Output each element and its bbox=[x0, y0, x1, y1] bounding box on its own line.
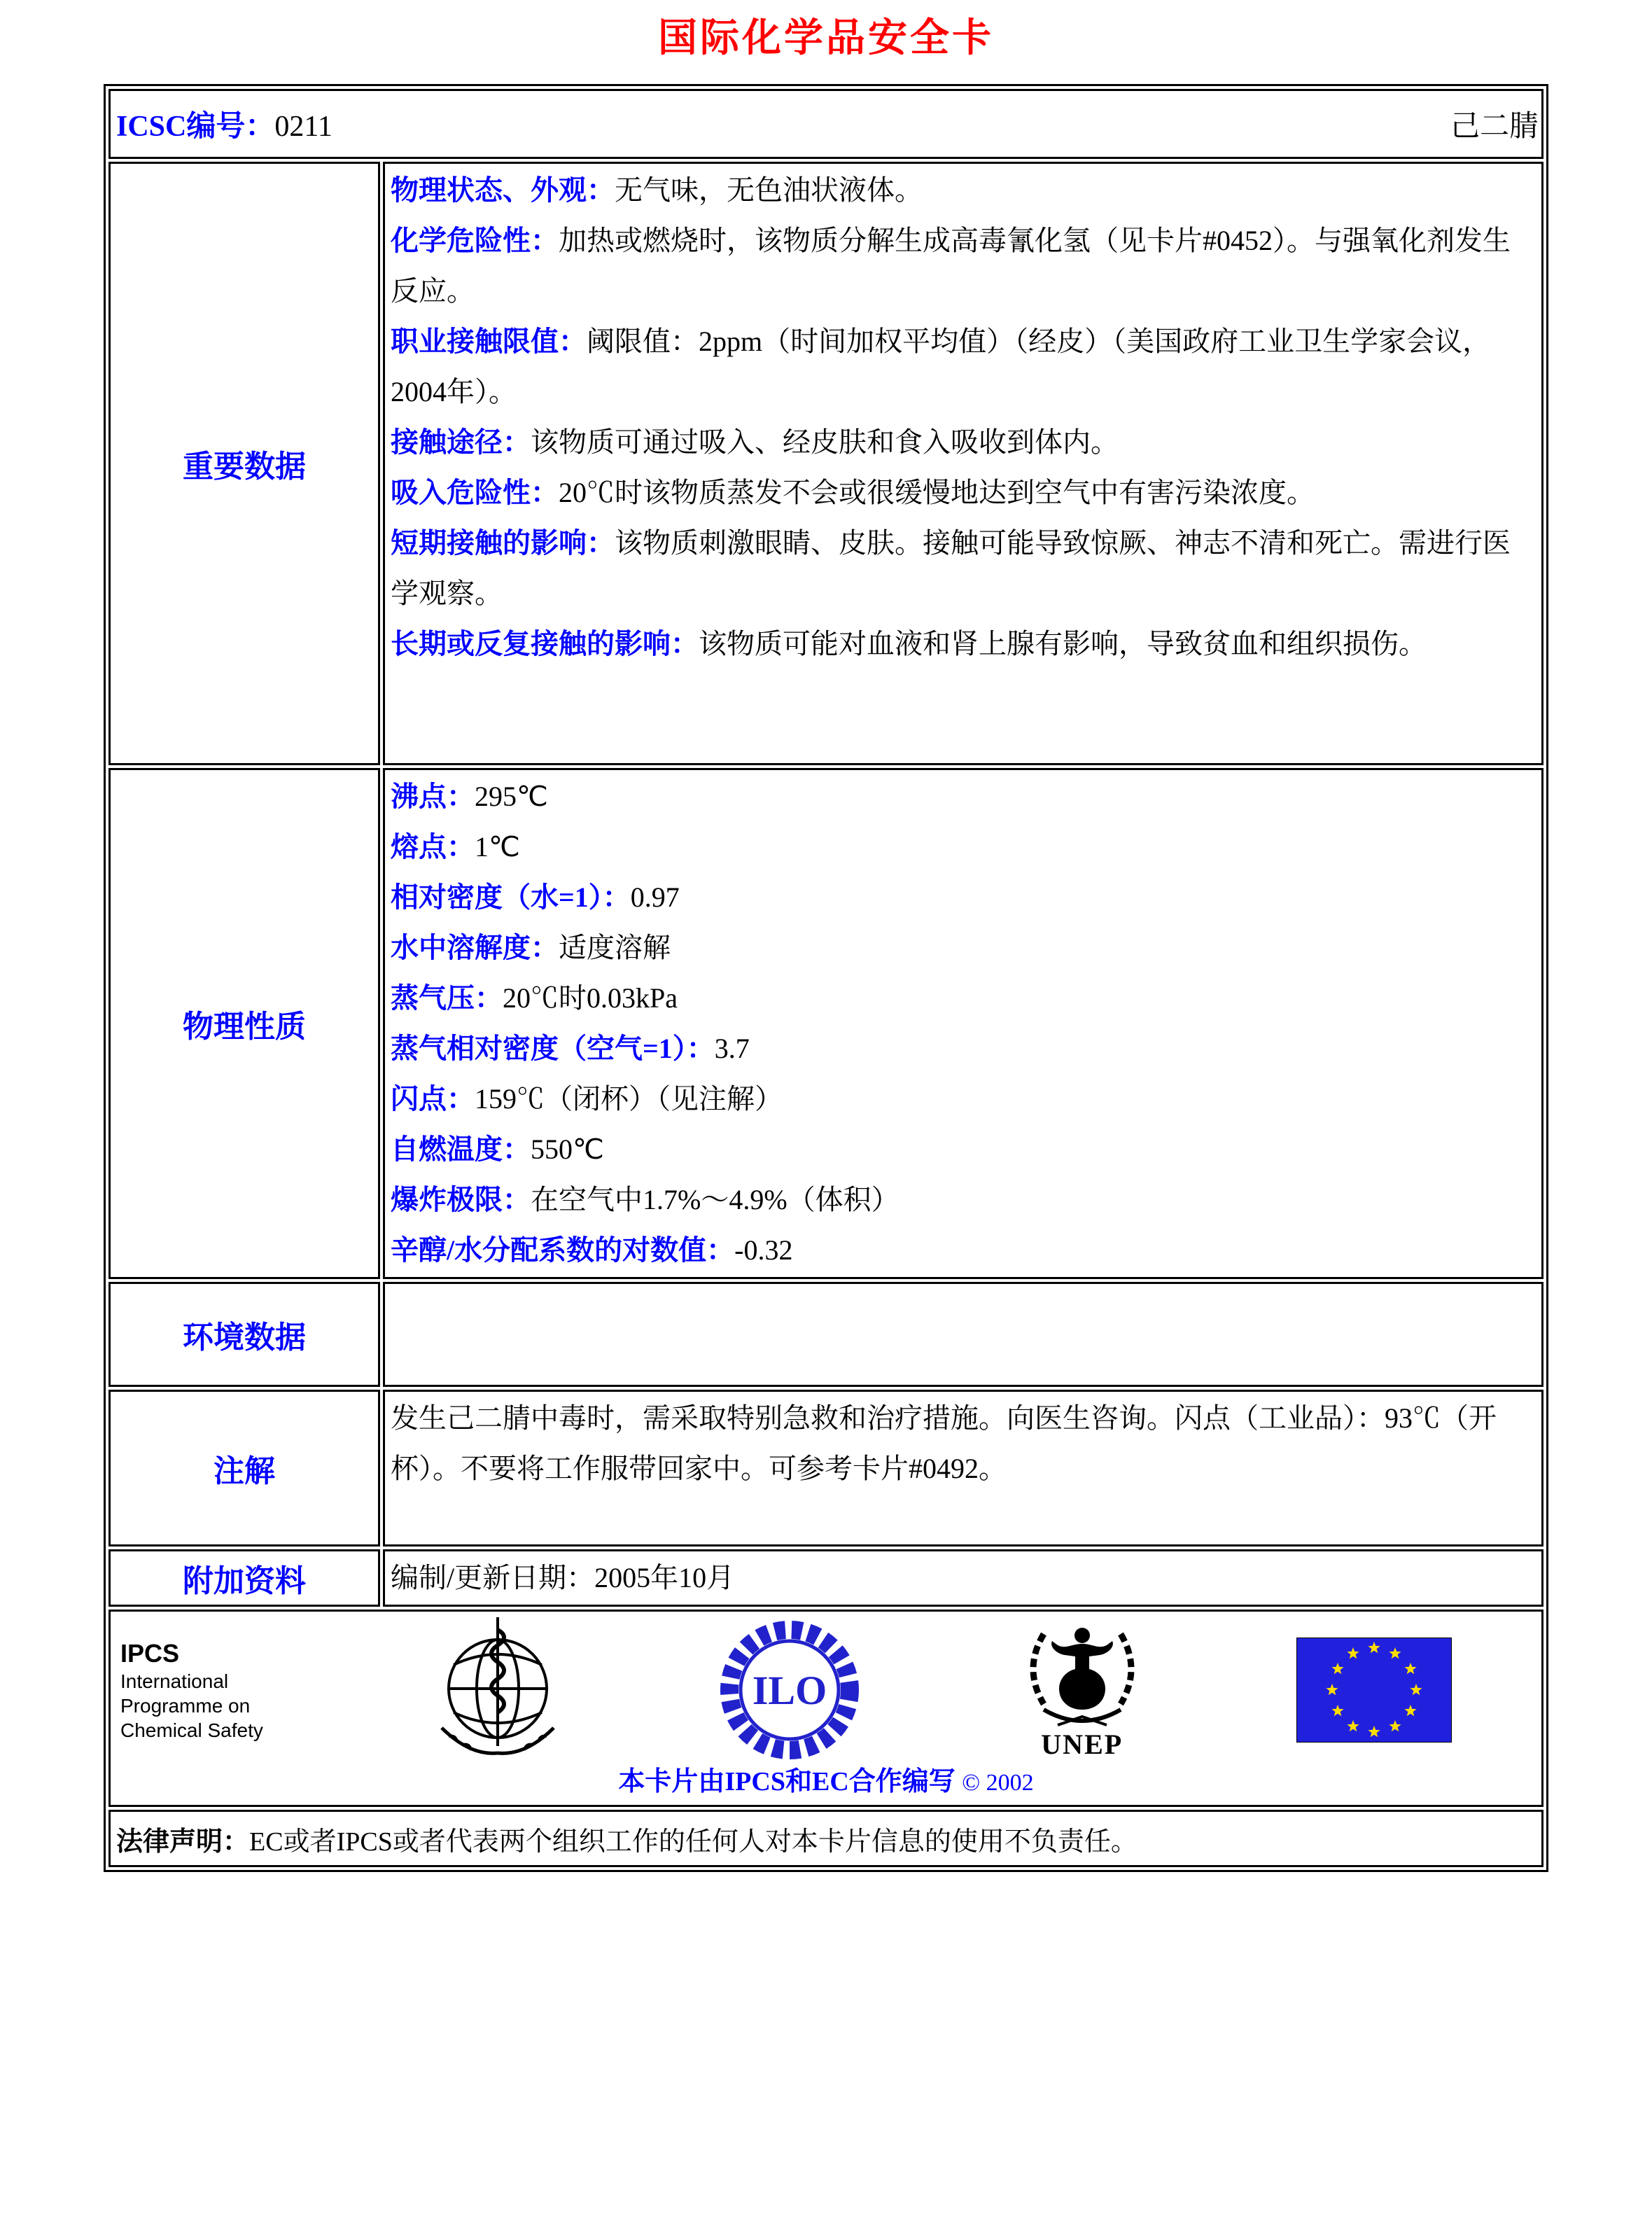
property-line bbox=[391, 822, 1534, 872]
field-value: 该物质刺激眼睛、皮肤。接触可能导致惊厥、神志不清和死亡。需进行医学观察。 bbox=[391, 527, 1511, 609]
section-label-environmental-data: 环境数据 bbox=[108, 1282, 380, 1387]
property-line bbox=[391, 1124, 1534, 1175]
legal-label: 法律声明： bbox=[116, 1827, 250, 1857]
field-value: 20℃时该物质蒸发不会或很缓慢地达到空气中有害污染浓度。 bbox=[559, 477, 1315, 508]
icsc-number-group bbox=[116, 103, 332, 145]
field-label: 吸入危险性： bbox=[391, 477, 559, 508]
section-content-additional-info: 编制/更新日期：2005年10月 bbox=[383, 1549, 1544, 1607]
unep-logo-icon bbox=[1016, 1620, 1149, 1732]
field-value: 1℃ bbox=[475, 831, 520, 863]
field-label: 化学危险性： bbox=[391, 225, 559, 256]
field-value: 该物质可能对血液和肾上腺有影响，导致贫血和组织损伤。 bbox=[699, 628, 1427, 659]
legal-row bbox=[108, 1810, 1544, 1867]
field-value: 20℃时0.03kPa bbox=[503, 982, 678, 1014]
field-label: 长期或反复接触的影响： bbox=[391, 628, 699, 659]
field-value: -0.32 bbox=[734, 1234, 793, 1266]
field-label: 爆炸极限： bbox=[391, 1184, 531, 1215]
property-line bbox=[391, 1074, 1534, 1124]
ilo-logo-icon bbox=[718, 1619, 861, 1761]
field-label: 短期接触的影响： bbox=[391, 527, 615, 559]
field-value: 加热或燃烧时，该物质分解生成高毒氰化氢（见卡片#0452）。与强氧化剂发生反应。 bbox=[391, 225, 1511, 307]
field-value: 阈限值：2ppm（时间加权平均值）（经皮）（美国政府工业卫生学家会议，2004年）。 bbox=[391, 326, 1491, 407]
ipcs-text-block bbox=[120, 1638, 351, 1743]
page-title: 国际化学品安全卡 bbox=[658, 17, 994, 60]
property-line bbox=[391, 216, 1534, 316]
property-line bbox=[391, 518, 1534, 619]
legal-text: EC或者IPCS或者代表两个组织工作的任何人对本卡片信息的使用不负责任。 bbox=[249, 1827, 1138, 1857]
field-label: 熔点： bbox=[391, 831, 475, 863]
field-label: 物理状态、外观： bbox=[391, 174, 615, 206]
ipcs-line-3: Chemical Safety bbox=[120, 1719, 263, 1741]
property-line bbox=[391, 417, 1534, 468]
property-line bbox=[391, 1024, 1534, 1074]
property-line bbox=[391, 923, 1534, 973]
field-label: 相对密度（水=1）： bbox=[391, 881, 631, 913]
safety-card-table bbox=[104, 84, 1548, 1872]
field-value: 该物质可通过吸入、经皮肤和食入吸收到体内。 bbox=[531, 426, 1119, 458]
field-value: 550℃ bbox=[531, 1133, 604, 1165]
field-value: 3.7 bbox=[714, 1033, 750, 1064]
section-content-notes: 发生己二腈中毒时，需采取特别急救和治疗措施。向医生咨询。闪点（工业品）：93℃（开杯）。不要将工作服带回家中。可参考卡片#0492。 bbox=[383, 1390, 1544, 1547]
field-label: 沸点： bbox=[391, 781, 475, 812]
eu-flag-icon bbox=[1296, 1638, 1452, 1743]
section-label-additional-info: 附加资料 bbox=[108, 1549, 380, 1607]
field-value: 0.97 bbox=[630, 881, 680, 913]
ipcs-line-1: International bbox=[120, 1670, 229, 1692]
section-content-important-data bbox=[383, 162, 1544, 765]
svg-text:ILO: ILO bbox=[752, 1668, 827, 1713]
property-line bbox=[391, 1225, 1534, 1276]
field-value: 在空气中1.7%～4.9%（体积） bbox=[531, 1184, 899, 1215]
property-line bbox=[391, 1175, 1534, 1225]
icsc-number-value: 0211 bbox=[274, 111, 332, 143]
field-label: 闪点： bbox=[391, 1083, 475, 1115]
section-label-notes: 注解 bbox=[108, 1390, 380, 1547]
icsc-number-label: ICSC编号： bbox=[116, 111, 275, 143]
property-line bbox=[391, 872, 1534, 923]
logos-row bbox=[108, 1610, 1544, 1807]
who-logo-icon bbox=[428, 1616, 568, 1764]
ipcs-line-2: Programme on bbox=[120, 1694, 251, 1717]
who-logo-slot bbox=[351, 1616, 644, 1764]
section-content-physical-properties bbox=[383, 768, 1544, 1279]
header-row bbox=[108, 89, 1544, 159]
unep-logo-slot bbox=[936, 1620, 1228, 1761]
chemical-name: 己二腈 bbox=[1450, 111, 1539, 143]
unep-logo-text: UNEP bbox=[1041, 1728, 1124, 1760]
field-label: 蒸气相对密度（空气=1）： bbox=[391, 1033, 715, 1064]
ipcs-title: IPCS bbox=[120, 1638, 180, 1668]
field-value: 295℃ bbox=[475, 781, 548, 812]
field-value: 适度溶解 bbox=[559, 932, 671, 963]
eu-flag-slot bbox=[1228, 1638, 1521, 1743]
property-line bbox=[391, 619, 1534, 669]
card-caption bbox=[111, 1762, 1541, 1803]
property-line bbox=[391, 973, 1534, 1024]
field-label: 职业接触限值： bbox=[391, 326, 587, 357]
field-label: 自燃温度： bbox=[391, 1133, 531, 1165]
property-line bbox=[391, 165, 1534, 216]
ilo-logo-slot bbox=[644, 1619, 937, 1761]
field-label: 蒸气压： bbox=[391, 982, 503, 1014]
section-content-environmental-data bbox=[383, 1282, 1544, 1387]
field-value: 159℃（闭杯）（见注解） bbox=[475, 1083, 783, 1115]
field-label: 辛醇/水分配系数的对数值： bbox=[391, 1234, 735, 1266]
section-label-important-data: 重要数据 bbox=[108, 162, 380, 765]
property-line bbox=[391, 772, 1534, 822]
field-label: 水中溶解度： bbox=[391, 932, 559, 963]
property-line bbox=[391, 316, 1534, 417]
field-value: 无气味，无色油状液体。 bbox=[615, 174, 923, 206]
caption-text: 本卡片由IPCS和EC合作编写 bbox=[618, 1767, 955, 1796]
property-line bbox=[391, 468, 1534, 518]
copyright-text: © 2002 bbox=[962, 1770, 1034, 1796]
field-label: 接触途径： bbox=[391, 426, 531, 458]
section-label-physical-properties: 物理性质 bbox=[108, 768, 380, 1279]
